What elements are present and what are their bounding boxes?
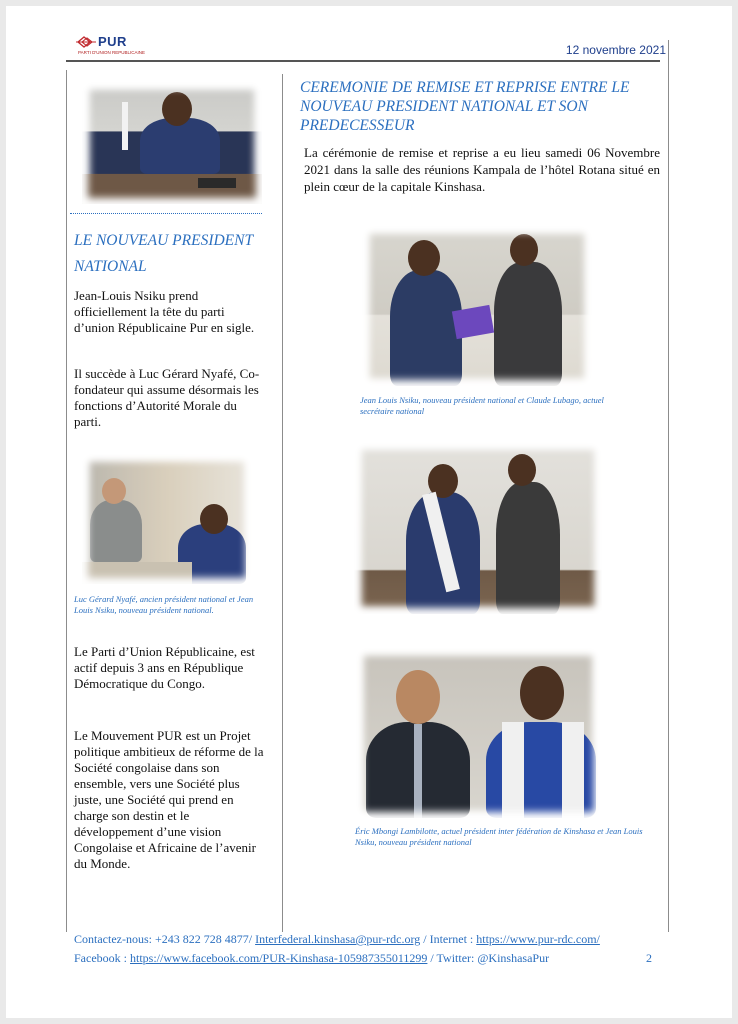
dotted-separator [70, 213, 262, 214]
right-column-rule [668, 40, 669, 932]
sidebar-paragraph-1: Jean-Louis Nsiku prend officiellement la tête du parti d’union Républicaine Pur en sigle. [74, 288, 255, 335]
caption-two-leaders: Éric Mbongi Lambilotte, actuel président inter fédération de Kinshasa et Jean Louis Nsiku, nouveau président national [355, 826, 643, 847]
email-link[interactable]: Interfederal.kinshasa@pur-rdc.org [255, 932, 421, 946]
sidebar-heading: LE NOUVEAU PRESIDENT NATIONAL [74, 232, 253, 275]
sidebar-paragraph-2: Il succède à Luc Gérard Nyafé, Co-fondateur qui assume désormais les fonctions d’Autorité Morale du parti. [74, 366, 260, 429]
facebook-label: Facebook : [74, 951, 130, 965]
footer-contact-line [74, 932, 600, 947]
facebook-link[interactable]: https://www.facebook.com/PUR-Kinshasa-105987355011299 [130, 951, 428, 965]
sidebar-paragraph-4: Le Mouvement PUR est un Projet politique ambitieux de réforme de la Société congolaise dans son ensemble, vers une Société plus juste, une Société qui prend en charge son destin et le développement d’une vision Congolaise et Africaine de l’avenir du Monde. [74, 728, 264, 871]
website-link[interactable]: https://www.pur-rdc.com/ [476, 932, 600, 946]
pur-logo [76, 34, 145, 58]
left-column-rule [66, 70, 67, 932]
middle-column-rule [282, 74, 283, 932]
logo-text: PUR [98, 34, 127, 49]
photo-president-signing [82, 82, 262, 204]
caption-document-handover: Jean Louis Nsiku, nouveau président national et Claude Lubago, actuel secrétaire national [360, 395, 604, 416]
sidebar-paragraph-3: Le Parti d’Union Républicaine, est actif depuis 3 ans en République Démocratique du Congo. [74, 644, 255, 691]
header-rule [66, 60, 660, 62]
footer-social-line [74, 951, 549, 966]
article-title: CEREMONIE DE REMISE ET REPRISE ENTRE LE NOUVEAU PRESIDENT NATIONAL ET SON PREDECESSEUR [300, 79, 630, 134]
page-number: 2 [646, 951, 652, 965]
photo-two-leaders-portrait [356, 648, 600, 818]
internet-label: / Internet : [420, 932, 477, 946]
twitter-handle: / Twitter: @KinshasaPur [427, 951, 550, 965]
photo-document-handover [362, 226, 592, 386]
logo-subtitle: PARTI D'UNION REPUBLICAINE [78, 50, 145, 55]
issue-date: 12 novembre 2021 [565, 43, 666, 57]
pur-logo-mark-icon [76, 36, 98, 48]
photo-sash-ceremony [354, 442, 602, 614]
article-lead: La cérémonie de remise et reprise a eu lieu samedi 06 Novembre 2021 dans la salle des réunions Kampala de l’hôtel Rotana situé en plein cœur de la capitale Kinshasa. [304, 145, 660, 194]
photo-founders-at-table [82, 454, 252, 584]
caption-founders-at-table: Luc Gérard Nyafé, ancien président national et Jean Louis Nsiku, nouveau président national. [74, 594, 254, 615]
contact-label: Contactez-nous: +243 822 728 4877/ [74, 932, 256, 946]
